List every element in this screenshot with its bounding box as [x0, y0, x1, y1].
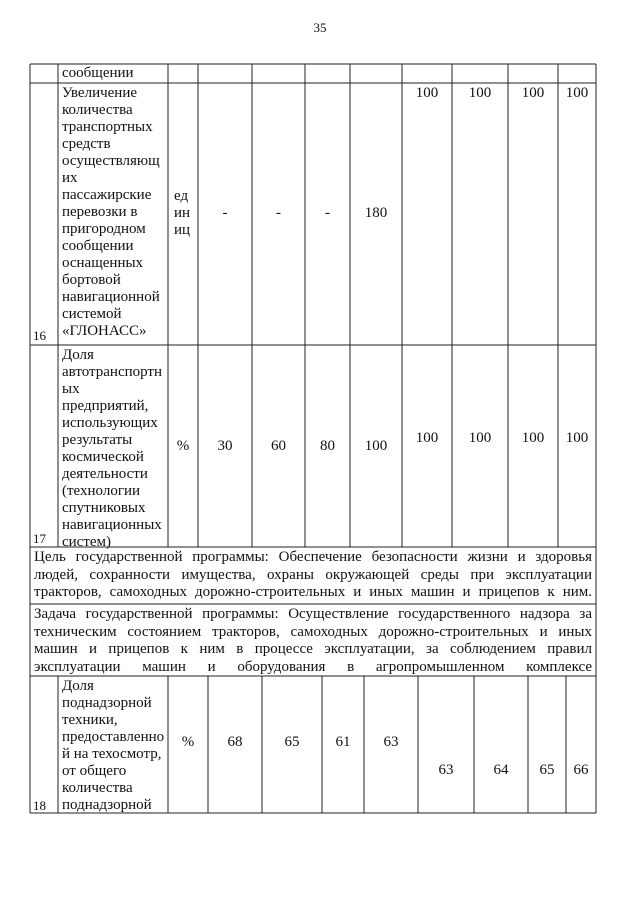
page-number: 35	[313, 20, 327, 35]
row18-value-7: 65	[539, 762, 555, 778]
row16-value-2: -	[276, 205, 281, 221]
row17-value-6: 100	[468, 430, 492, 446]
program-task: Задача государственной программы: Осуществление государственного надзора за техническим состоянием тракторов, самоходных дорожно-строительных и иных машин и прицепов к ним в процессе эксплуатации, за соблюдением правил эксплуатации машин и оборудования в агропромышленном комплексе	[34, 606, 592, 675]
row17-value-1: 30	[217, 438, 233, 454]
row16-value-3: -	[325, 205, 330, 221]
row18-value-2: 65	[284, 734, 300, 750]
row17-value-3: 80	[320, 438, 335, 454]
row16-value-6: 100	[468, 85, 492, 101]
row17-value-5: 100	[415, 430, 439, 446]
row17-unit: %	[176, 438, 190, 454]
program-goal: Цель государственной программы: Обеспечение безопасности жизни и здоровья людей, сохранности имущества, охраны окружающей среды при эксплуатации тракторов, самоходных дорожно-строительных и иных машин и прицепов к ним.	[34, 549, 592, 600]
row18-value-3: 61	[335, 734, 351, 750]
row17-value-7: 100	[521, 430, 545, 446]
row16-unit: ед ин иц	[174, 188, 191, 238]
row18-value-1: 68	[227, 734, 243, 750]
row16-indicator-name: Увеличение количества транспортных средств осуществляющ их пассажирские перевозки в пригородном сообщении оснащенных бортовой навигационной системой «ГЛОНАСС»	[62, 85, 160, 339]
row17-indicator-name: Доля автотранспортн ых предприятий, использующих результаты космической деятельности (технологии спутниковых навигационных систем)	[62, 347, 163, 550]
row18-indicator-name: Доля поднадзорной техники, предоставленно й на техосмотр, от общего количества поднадзорной	[62, 678, 165, 813]
row16-value-4: 180	[364, 205, 388, 221]
row18-unit: %	[181, 734, 195, 750]
row18-value-6: 64	[493, 762, 509, 778]
row18-value-8: 66	[573, 762, 589, 778]
row16-value-7: 100	[521, 85, 545, 101]
row18-value-5: 63	[438, 762, 454, 778]
row18-number: 18	[33, 798, 46, 813]
row17-value-8: 100	[565, 430, 589, 446]
row17-number: 17	[33, 531, 46, 546]
row-cont-name: сообщении	[62, 65, 134, 81]
row17-value-2: 60	[271, 438, 286, 454]
row18-value-4: 63	[383, 734, 399, 750]
row16-number: 16	[33, 328, 46, 343]
row17-value-4: 100	[364, 438, 388, 454]
row16-value-5: 100	[415, 85, 439, 101]
row16-value-8: 100	[565, 85, 589, 101]
row16-value-1: -	[222, 205, 228, 221]
